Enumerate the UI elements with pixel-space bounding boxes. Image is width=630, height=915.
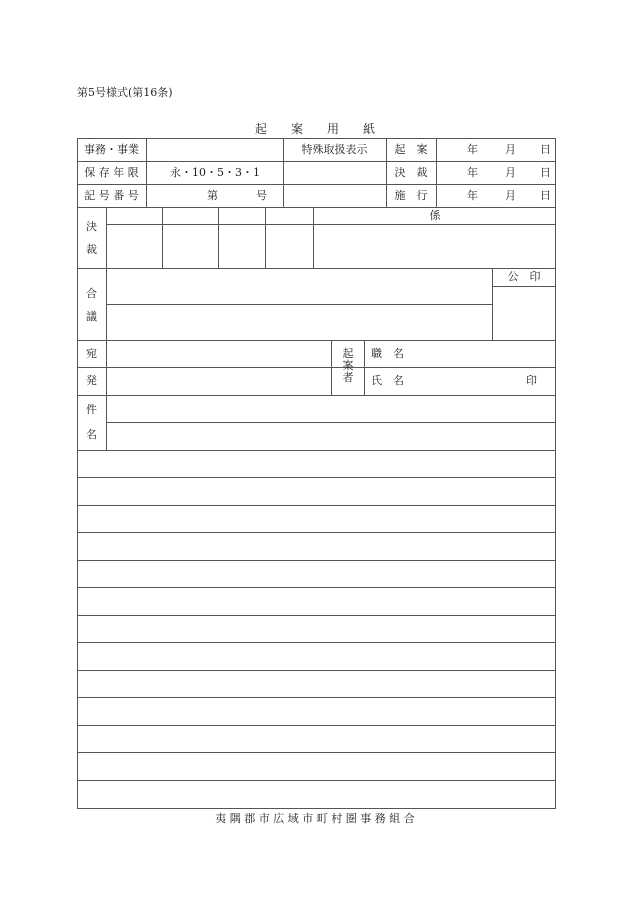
kessai-label-top: 決 [86, 220, 97, 233]
business-field[interactable] [147, 139, 283, 161]
kessai-header-line [106, 224, 556, 225]
kessai-bottom-line [77, 268, 556, 269]
approval-year-label: 年 [467, 166, 478, 179]
name-label: 氏 名 [371, 374, 404, 387]
business-label: 事務・事業 [84, 143, 139, 156]
drafter-label-3: 者 [342, 371, 354, 384]
outer-bottom-border [77, 808, 556, 809]
organization-name: 夷 隅 郡 市 広 域 市 町 村 圏 事 務 組 合 [215, 812, 415, 825]
form-title: 起 案 用 紙 [254, 122, 375, 136]
sender-field[interactable] [107, 368, 331, 395]
outer-right-border [555, 138, 556, 809]
retention-value: 永・10・5・3・1 [170, 166, 260, 179]
subject-label-top: 件 [86, 403, 97, 416]
position-label: 職 名 [371, 347, 404, 360]
body-text-area[interactable] [78, 451, 555, 808]
special-handling-label: 特殊取扱表示 [301, 143, 368, 156]
form-number: 第5号様式(第16条) [77, 86, 173, 99]
row-line-3 [77, 207, 556, 208]
drafter-left-divider [331, 340, 332, 395]
kessai-col-2 [218, 207, 219, 268]
sender-label: 発 [86, 374, 97, 387]
gigi-label-bottom: 議 [86, 310, 97, 323]
approval-label: 決 裁 [394, 166, 428, 179]
col-line-d [436, 138, 437, 207]
addressee-label: 宛 [86, 347, 97, 360]
gigi-middle-line [106, 304, 492, 305]
drafter-right-divider [364, 340, 365, 395]
draft-month-label: 月 [505, 143, 516, 156]
retention-label: 保 存 年 限 [84, 166, 139, 179]
approval-day-label: 日 [540, 166, 551, 179]
kessai-col-1 [162, 207, 163, 268]
gigi-label-top: 合 [86, 287, 97, 300]
kessai-col-4 [313, 207, 314, 268]
drafter-label-2: 案 [342, 359, 354, 372]
enforce-month-label: 月 [505, 189, 516, 202]
kakari-label: 係 [429, 209, 441, 222]
draft-year-label: 年 [467, 143, 478, 156]
kessai-label-bottom: 裁 [86, 243, 97, 256]
seal-header-line [492, 286, 556, 287]
official-seal-label: 公 印 [507, 270, 541, 283]
record-number-label: 記 号 番 号 [84, 189, 139, 202]
enforce-day-label: 日 [540, 189, 551, 202]
draft-day-label: 日 [540, 143, 551, 156]
subject-field[interactable] [107, 396, 555, 450]
record-suffix: 号 [256, 189, 267, 202]
drafter-label-1: 起 [342, 347, 354, 360]
kessai-label-divider [106, 207, 107, 268]
enforce-label: 施 行 [394, 189, 428, 202]
seal-mark: 印 [526, 374, 537, 387]
record-prefix: 第 [207, 189, 218, 202]
draft-label: 起 案 [394, 143, 428, 156]
subject-label-bottom: 名 [86, 428, 97, 441]
addressee-field[interactable] [107, 341, 331, 367]
kessai-col-3 [265, 207, 266, 268]
enforce-year-label: 年 [467, 189, 478, 202]
approval-month-label: 月 [505, 166, 516, 179]
special-handling-field[interactable] [284, 162, 386, 207]
